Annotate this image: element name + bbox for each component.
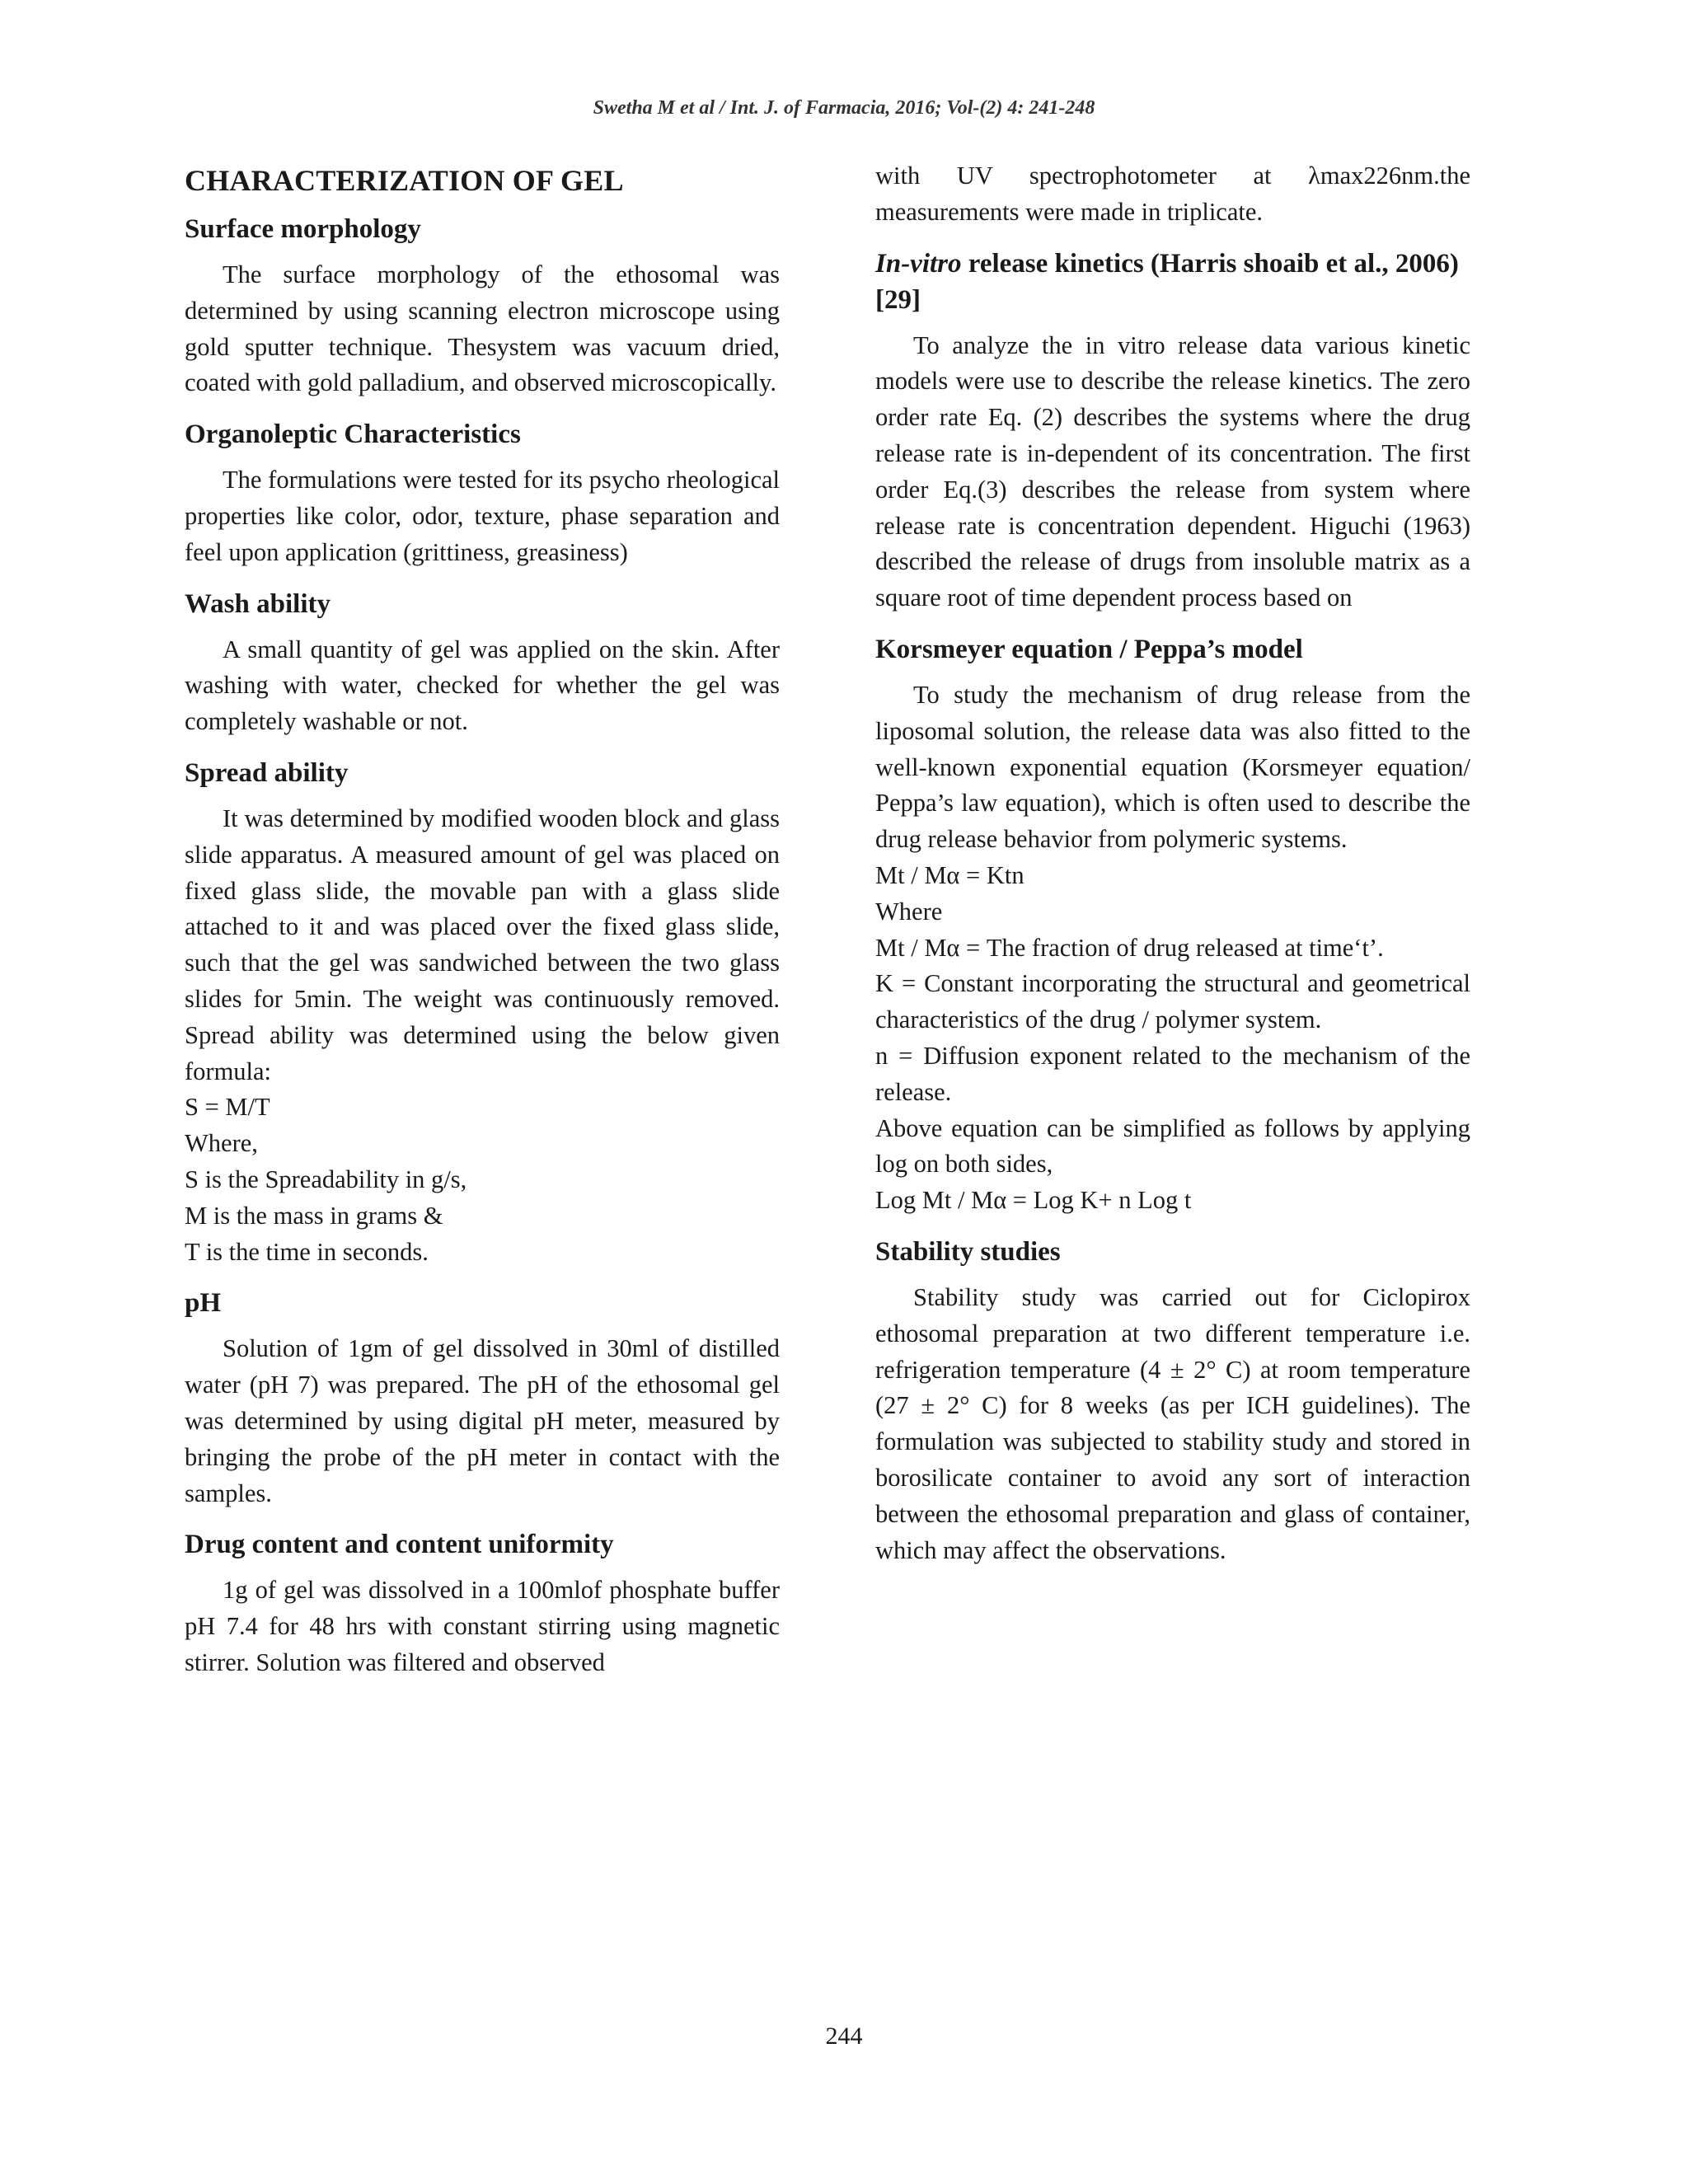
spread-ability-block bbox=[185, 801, 780, 1270]
paragraph-organoleptic: The formulations were tested for its psycho rheological properties like color, odor, texture, phase separation and feel upon application (grittiness, greasiness) bbox=[185, 466, 780, 566]
right-column bbox=[875, 158, 1470, 1583]
heading-surface-morphology: Surface morphology bbox=[185, 214, 421, 244]
paragraph-stability: Stability study was carried out for Ciclopirox ethosomal preparation at two different temperature i.e. refrigeration temperature (4 ± 2° C) at room temperature (27 ± 2° C) for 8 weeks (as per ICH guidelines). The formulation was subjected to stability study and stored in borosilicate container to avoid any sort of interaction between the ethosomal preparation and glass of container, which may affect the observations. bbox=[875, 1282, 1470, 1564]
korsmeyer-where: Where bbox=[875, 897, 943, 926]
left-column bbox=[185, 162, 780, 1696]
korsmeyer-block bbox=[875, 677, 1470, 1219]
korsmeyer-simplify: Above equation can be simplified as follows by applying log on both sides, bbox=[875, 1113, 1470, 1179]
heading-korsmeyer: Korsmeyer equation / Peppa’s model bbox=[875, 634, 1303, 664]
paragraph-surface-morphology: The surface morphology of the ethosomal was determined by using scanning electron microscope using gold sputter technique. Thesystem was vacuum dried, coated with gold palladium, and observed microscopically. bbox=[185, 260, 780, 397]
korsmeyer-def-fraction: Mt / Mα = The fraction of drug released at time‘t’. bbox=[875, 933, 1384, 962]
heading-invitro-rest: release kinetics (Harris shoaib et al., 2006) [29] bbox=[875, 248, 1459, 315]
paragraph-spread-ability: It was determined by modified wooden block and glass slide apparatus. A measured amount of gel was placed on fixed glass slide, the movable pan with a glass slide attached to it and was placed over the fixed glass slide, such that the gel was sandwiched between the two glass slides for 5min. The weight was continuously removed. Spread ability was determined using the below given formula: bbox=[185, 804, 780, 1085]
paragraph-wash-ability: A small quantity of gel was applied on the skin. After washing with water, checked for whether the gel was completely washable or not. bbox=[185, 635, 780, 736]
paragraph-drug-content: 1g of gel was dissolved in a 100mlof phosphate buffer pH 7.4 for 48 hrs with constant stirring using magnetic stirrer. Solution was filtered and observed bbox=[185, 1576, 780, 1676]
heading-spread-ability: Spread ability bbox=[185, 757, 349, 788]
page-number: 244 bbox=[825, 2022, 863, 2050]
heading-ph: pH bbox=[185, 1288, 222, 1319]
paragraph-invitro-release: To analyze the in vitro release data various kinetic models were use to describe the release kinetics. The zero order rate Eq. (2) describes the systems where the drug release rate is in-dependent of its concentration. The first order Eq.(3) describes the release from system where release rate is concentration dependent. Higuchi (1963) described the release of drugs from insoluble matrix as a square root of time dependent process based on bbox=[875, 330, 1470, 612]
spread-def-s: S is the Spreadability in g/s, bbox=[185, 1165, 467, 1193]
paragraph-korsmeyer: To study the mechanism of drug release from the liposomal solution, the release data was also fitted to the well-known exponential equation (Korsmeyer equation/ Peppa’s law equation), which is often used to describe the drug release behavior from polymeric systems. bbox=[875, 680, 1470, 854]
spread-def-m: M is the mass in grams & bbox=[185, 1201, 443, 1230]
korsmeyer-def-k: K = Constant incorporating the structural and geometrical characteristics of the drug / polymer system. bbox=[875, 969, 1470, 1034]
heading-invitro-italic: In-vitro bbox=[875, 248, 962, 279]
korsmeyer-log-equation: Log Mt / Mα = Log K+ n Log t bbox=[875, 1186, 1192, 1215]
heading-invitro-release bbox=[875, 246, 1470, 318]
section-title: CHARACTERIZATION OF GEL bbox=[185, 164, 624, 197]
paragraph-continuation: with UV spectrophotometer at λmax226nm.the measurements were made in triplicate. bbox=[875, 162, 1470, 226]
spread-formula: S = M/T bbox=[185, 1093, 270, 1122]
korsmeyer-equation: Mt / Mα = Ktn bbox=[875, 860, 1025, 889]
korsmeyer-def-n: n = Diffusion exponent related to the mechanism of the release. bbox=[875, 1041, 1470, 1106]
paragraph-ph: Solution of 1gm of gel dissolved in 30ml of distilled water (pH 7) was prepared. The pH of the ethosomal gel was determined by using digital pH meter, measured by bringing the probe of the pH meter in contact with the samples. bbox=[185, 1334, 780, 1507]
heading-organoleptic: Organoleptic Characteristics bbox=[185, 419, 521, 450]
heading-wash-ability: Wash ability bbox=[185, 588, 331, 619]
spread-def-t: T is the time in seconds. bbox=[185, 1237, 429, 1266]
heading-stability: Stability studies bbox=[875, 1236, 1061, 1267]
heading-drug-content: Drug content and content uniformity bbox=[185, 1530, 614, 1560]
running-header: Swetha M et al / Int. J. of Farmacia, 2016; Vol-(2) 4: 241-248 bbox=[593, 97, 1095, 119]
spread-where: Where, bbox=[185, 1129, 258, 1158]
